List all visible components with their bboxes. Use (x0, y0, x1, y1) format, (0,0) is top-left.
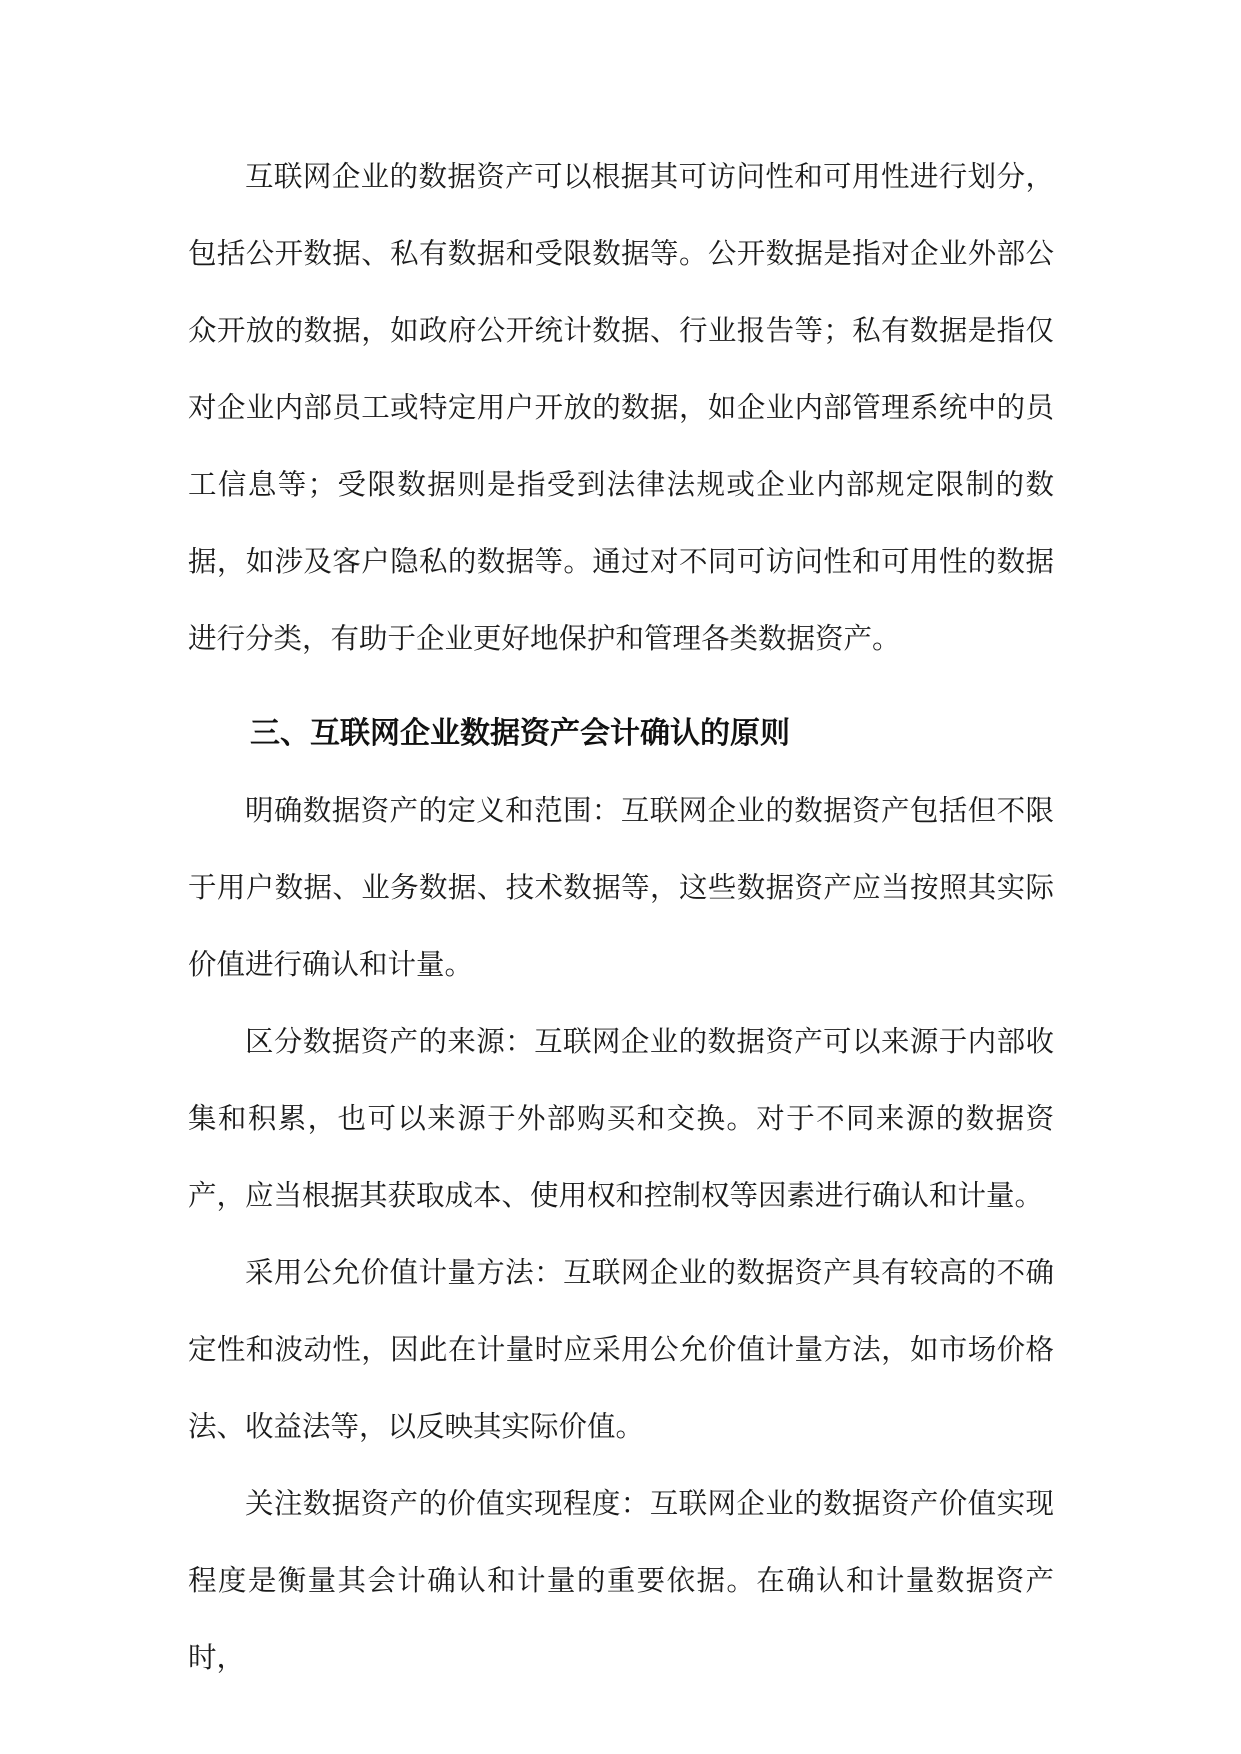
paragraph-fair-value: 采用公允价值计量方法：互联网企业的数据资产具有较高的不确定性和波动性，因此在计量时应采用公允价值计量方法，如市场价格法、收益法等，以反映其实际价值。 (188, 1256, 1054, 1443)
paragraph-definition-scope: 明确数据资产的定义和范围：互联网企业的数据资产包括但不限于用户数据、业务数据、技术数据等，这些数据资产应当按照其实际价值进行确认和计量。 (188, 794, 1054, 981)
paragraph-data-classification: 互联网企业的数据资产可以根据其可访问性和可用性进行划分，包括公开数据、私有数据和受限数据等。公开数据是指对企业外部公众开放的数据，如政府公开统计数据、行业报告等；私有数据是指仅对企业内部员工或特定用户开放的数据，如企业内部管理系统中的员工信息等；受限数据则是指受到法律法规或企业内部规定限制的数据，如涉及客户隐私的数据等。通过对不同可访问性和可用性的数据进行分类，有助于企业更好地保护和管理各类数据资产。 (188, 160, 1054, 655)
section-heading: 三、互联网企业数据资产会计确认的原则 (250, 716, 790, 751)
paragraph-asset-source: 区分数据资产的来源：互联网企业的数据资产可以来源于内部收集和积累，也可以来源于外部购买和交换。对于不同来源的数据资产，应当根据其获取成本、使用权和控制权等因素进行确认和计量。 (188, 1025, 1054, 1212)
document-body (188, 138, 1054, 1696)
paragraph-value-realization: 关注数据资产的价值实现程度：互联网企业的数据资产价值实现程度是衡量其会计确认和计量的重要依据。在确认和计量数据资产时， (188, 1487, 1054, 1674)
